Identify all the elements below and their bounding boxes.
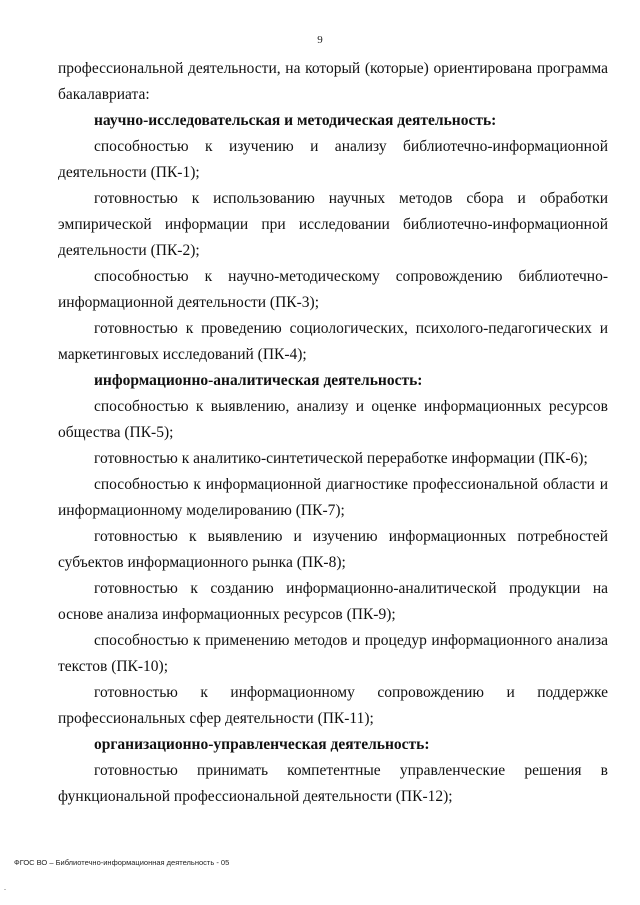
section-heading-analytics: информационно-аналитическая деятельность: — [94, 372, 423, 389]
competency-pk-5: способностью к выявлению, анализу и оценке информационных ресурсов общества (ПК-5); — [58, 398, 608, 441]
competency-pk-6: готовностью к аналитико-синтетической переработке информации (ПК-6); — [94, 450, 588, 467]
scan-mark: . — [4, 883, 6, 892]
competency-pk-3: способностью к научно-методическому сопровождению библиотечно-информационной деятельности (ПК-3); — [58, 268, 608, 311]
competency-pk-10: способностью к применению методов и процедур информационного анализа текстов (ПК-10); — [58, 632, 608, 675]
page-body — [58, 56, 608, 810]
competency-pk-4: готовностью к проведению социологических, психолого-педагогических и маркетинговых исследований (ПК-4); — [58, 320, 608, 363]
competency-pk-12: готовностью принимать компетентные управленческие решения в функциональной профессиональной деятельности (ПК-12); — [58, 762, 608, 805]
competency-pk-8: готовностью к выявлению и изучению информационных потребностей субъектов информационного рынка (ПК-8); — [58, 528, 608, 571]
competency-pk-11: готовностью к информационному сопровождению и поддержке профессиональных сфер деятельности (ПК-11); — [58, 684, 608, 727]
page-footer: ФГОС ВО – Библиотечно-информационная деятельность - 05 — [14, 858, 230, 867]
section-heading-research: научно-исследовательская и методическая деятельность: — [94, 112, 497, 129]
page-number: 9 — [317, 34, 323, 46]
competency-pk-1: способностью к изучению и анализу библиотечно-информационной деятельности (ПК-1); — [58, 138, 608, 181]
competency-pk-2: готовностью к использованию научных методов сбора и обработки эмпирической информации при исследовании библиотечно-информационной деятельности (ПК-2); — [58, 190, 608, 259]
competency-pk-7: способностью к информационной диагностике профессиональной области и информационному моделированию (ПК-7); — [58, 476, 608, 519]
paragraph-intro: профессиональной деятельности, на который (которые) ориентирована программа бакалавриата: — [58, 60, 608, 103]
competency-pk-9: готовностью к созданию информационно-аналитической продукции на основе анализа информационных ресурсов (ПК-9); — [58, 580, 608, 623]
section-heading-management: организационно-управленческая деятельность: — [94, 736, 430, 753]
